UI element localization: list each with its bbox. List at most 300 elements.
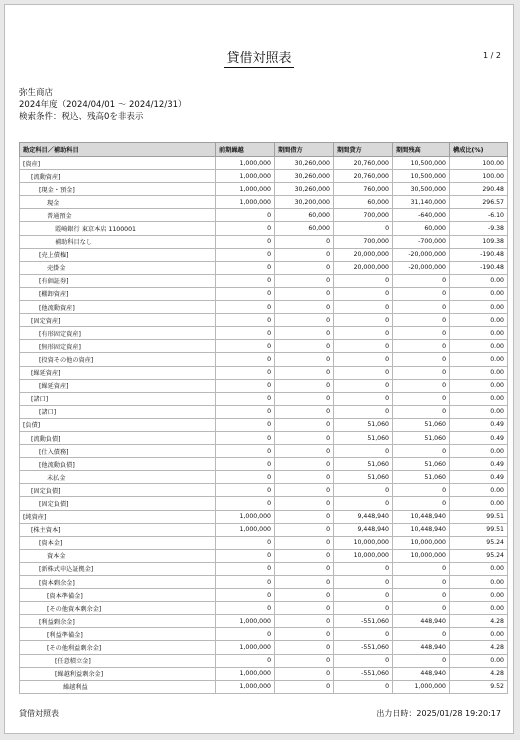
period-credit-cell: 0 bbox=[334, 301, 393, 314]
table-row bbox=[20, 431, 508, 444]
period-balance-cell: 10,000,000 bbox=[393, 549, 450, 562]
opening-balance-cell: 0 bbox=[216, 314, 275, 327]
period-balance-cell: 0 bbox=[393, 589, 450, 602]
opening-balance-cell: 0 bbox=[216, 287, 275, 300]
account-name-cell: [利益剰余金] bbox=[20, 615, 216, 628]
ratio-cell: 95.24 bbox=[450, 549, 508, 562]
period-balance-cell: 0 bbox=[393, 405, 450, 418]
period-credit-cell: -551,060 bbox=[334, 615, 393, 628]
ratio-cell: 0.00 bbox=[450, 287, 508, 300]
ratio-cell: 99.51 bbox=[450, 523, 508, 536]
table-row bbox=[20, 497, 508, 510]
report-meta bbox=[19, 87, 187, 123]
footer-report-name: 貸借対照表 bbox=[19, 709, 59, 718]
opening-balance-cell: 0 bbox=[216, 392, 275, 405]
period-balance-cell: 10,000,000 bbox=[393, 536, 450, 549]
opening-balance-cell: 0 bbox=[216, 353, 275, 366]
period-credit-cell: 0 bbox=[334, 314, 393, 327]
period-credit-cell: 51,060 bbox=[334, 471, 393, 484]
ratio-cell: 0.00 bbox=[450, 562, 508, 575]
ratio-cell: 0.00 bbox=[450, 484, 508, 497]
period-debit-cell: 0 bbox=[275, 471, 334, 484]
period-credit-cell: 0 bbox=[334, 274, 393, 287]
period-debit-cell: 0 bbox=[275, 287, 334, 300]
account-name-cell: [流動資産] bbox=[20, 170, 216, 183]
table-row bbox=[20, 602, 508, 615]
period-balance-cell: 0 bbox=[393, 392, 450, 405]
opening-balance-cell: 0 bbox=[216, 261, 275, 274]
ratio-cell: 0.00 bbox=[450, 366, 508, 379]
period-balance-cell: 10,500,000 bbox=[393, 157, 450, 170]
table-body bbox=[20, 157, 508, 694]
opening-balance-cell: 0 bbox=[216, 484, 275, 497]
period-debit-cell: 0 bbox=[275, 353, 334, 366]
period-debit-cell: 0 bbox=[275, 654, 334, 667]
opening-balance-cell: 0 bbox=[216, 445, 275, 458]
account-name-cell: [現金・預金] bbox=[20, 183, 216, 196]
period-debit-cell: 0 bbox=[275, 602, 334, 615]
period-balance-cell: 51,060 bbox=[393, 418, 450, 431]
period-debit-cell: 0 bbox=[275, 314, 334, 327]
period-debit-cell: 0 bbox=[275, 458, 334, 471]
table-row bbox=[20, 157, 508, 170]
period-balance-cell: 51,060 bbox=[393, 458, 450, 471]
ratio-cell: 0.00 bbox=[450, 602, 508, 615]
account-name-cell: [諸口] bbox=[20, 405, 216, 418]
period-balance-cell: 10,448,940 bbox=[393, 523, 450, 536]
account-name-cell: [利益準備金] bbox=[20, 628, 216, 641]
period-debit-cell: 0 bbox=[275, 576, 334, 589]
period-credit-cell: 60,000 bbox=[334, 196, 393, 209]
period-debit-cell: 60,000 bbox=[275, 209, 334, 222]
ratio-cell: 0.00 bbox=[450, 392, 508, 405]
ratio-cell: 99.51 bbox=[450, 510, 508, 523]
period-balance-cell: 0 bbox=[393, 379, 450, 392]
search-conditions: 検索条件：税込、残高0を非表示 bbox=[19, 112, 144, 122]
account-name-cell: [棚卸資産] bbox=[20, 287, 216, 300]
table-row bbox=[20, 484, 508, 497]
opening-balance-cell: 0 bbox=[216, 497, 275, 510]
account-name-cell: [固定資産] bbox=[20, 314, 216, 327]
account-name-cell: [流動負債] bbox=[20, 431, 216, 444]
period-balance-cell: 60,000 bbox=[393, 222, 450, 235]
period-debit-cell: 0 bbox=[275, 431, 334, 444]
ratio-cell: 95.24 bbox=[450, 536, 508, 549]
account-name-cell: [固定負債] bbox=[20, 484, 216, 497]
ratio-cell: 0.00 bbox=[450, 327, 508, 340]
period-debit-cell: 0 bbox=[275, 327, 334, 340]
ratio-cell: 0.00 bbox=[450, 314, 508, 327]
period-balance-cell: 0 bbox=[393, 353, 450, 366]
period-balance-cell: 0 bbox=[393, 562, 450, 575]
period-credit-cell: 0 bbox=[334, 392, 393, 405]
ratio-cell: -9.38 bbox=[450, 222, 508, 235]
ratio-cell: 4.28 bbox=[450, 615, 508, 628]
period-balance-cell: -700,000 bbox=[393, 235, 450, 248]
period-debit-cell: 0 bbox=[275, 536, 334, 549]
opening-balance-cell: 1,000,000 bbox=[216, 157, 275, 170]
period-balance-cell: 31,140,000 bbox=[393, 196, 450, 209]
opening-balance-cell: 0 bbox=[216, 549, 275, 562]
period-debit-cell: 0 bbox=[275, 261, 334, 274]
table-row bbox=[20, 366, 508, 379]
account-name-cell: [仕入債務] bbox=[20, 445, 216, 458]
table-row bbox=[20, 562, 508, 575]
period-credit-cell: 0 bbox=[334, 589, 393, 602]
account-name-cell: 霞崎銀行 東京本店 1100001 bbox=[20, 222, 216, 235]
opening-balance-cell: 0 bbox=[216, 562, 275, 575]
opening-balance-cell: 0 bbox=[216, 301, 275, 314]
period-debit-cell: 0 bbox=[275, 589, 334, 602]
table-row bbox=[20, 314, 508, 327]
period-debit-cell: 0 bbox=[275, 248, 334, 261]
ratio-cell: 0.00 bbox=[450, 405, 508, 418]
period-credit-cell: 0 bbox=[334, 222, 393, 235]
period-credit-cell: 0 bbox=[334, 576, 393, 589]
report-title bbox=[5, 47, 513, 66]
account-name-cell: [任意積立金] bbox=[20, 654, 216, 667]
period-balance-cell: 0 bbox=[393, 628, 450, 641]
account-name-cell: [その他資本剰余金] bbox=[20, 602, 216, 615]
account-name-cell: [資本金] bbox=[20, 536, 216, 549]
period-balance-cell: 10,500,000 bbox=[393, 170, 450, 183]
table-row bbox=[20, 379, 508, 392]
table-row bbox=[20, 183, 508, 196]
period-credit-cell: 20,000,000 bbox=[334, 248, 393, 261]
period-balance-cell: 448,940 bbox=[393, 615, 450, 628]
period-credit-cell: 51,060 bbox=[334, 431, 393, 444]
ratio-cell: 0.00 bbox=[450, 576, 508, 589]
period-credit-cell: 0 bbox=[334, 602, 393, 615]
period-balance-cell: 1,000,000 bbox=[393, 680, 450, 693]
table-row bbox=[20, 615, 508, 628]
table-row bbox=[20, 576, 508, 589]
opening-balance-cell: 0 bbox=[216, 366, 275, 379]
account-name-cell: [投資その他の資産] bbox=[20, 353, 216, 366]
opening-balance-cell: 1,000,000 bbox=[216, 183, 275, 196]
table-row bbox=[20, 628, 508, 641]
ratio-cell: -190.48 bbox=[450, 261, 508, 274]
ratio-cell: 0.49 bbox=[450, 471, 508, 484]
account-name-cell: 未払金 bbox=[20, 471, 216, 484]
period-credit-cell: 0 bbox=[334, 628, 393, 641]
opening-balance-cell: 0 bbox=[216, 589, 275, 602]
table-row bbox=[20, 680, 508, 693]
period-debit-cell: 60,000 bbox=[275, 222, 334, 235]
ratio-cell: 0.00 bbox=[450, 274, 508, 287]
period-debit-cell: 0 bbox=[275, 366, 334, 379]
opening-balance-cell: 0 bbox=[216, 628, 275, 641]
period-credit-cell: 9,448,940 bbox=[334, 510, 393, 523]
opening-balance-cell: 0 bbox=[216, 405, 275, 418]
ratio-cell: 0.49 bbox=[450, 418, 508, 431]
ratio-cell: 109.38 bbox=[450, 235, 508, 248]
period-credit-cell: 9,448,940 bbox=[334, 523, 393, 536]
period-debit-cell: 0 bbox=[275, 628, 334, 641]
ratio-cell: -190.48 bbox=[450, 248, 508, 261]
table-header-row bbox=[20, 143, 508, 157]
table-row bbox=[20, 353, 508, 366]
opening-balance-cell: 1,000,000 bbox=[216, 170, 275, 183]
account-name-cell: [資本剰余金] bbox=[20, 576, 216, 589]
period-debit-cell: 0 bbox=[275, 549, 334, 562]
account-name-cell: [有価証券] bbox=[20, 274, 216, 287]
period-debit-cell: 0 bbox=[275, 523, 334, 536]
ratio-cell: 0.00 bbox=[450, 654, 508, 667]
column-header-opening: 前期繰越 bbox=[216, 143, 275, 157]
opening-balance-cell: 0 bbox=[216, 327, 275, 340]
opening-balance-cell: 0 bbox=[216, 471, 275, 484]
period-balance-cell: 0 bbox=[393, 327, 450, 340]
table-row bbox=[20, 274, 508, 287]
opening-balance-cell: 0 bbox=[216, 379, 275, 392]
period-credit-cell: 0 bbox=[334, 287, 393, 300]
opening-balance-cell: 0 bbox=[216, 274, 275, 287]
account-name-cell: [新株式申込証拠金] bbox=[20, 562, 216, 575]
ratio-cell: 0.00 bbox=[450, 301, 508, 314]
ratio-cell: 0.49 bbox=[450, 458, 508, 471]
period-debit-cell: 0 bbox=[275, 667, 334, 680]
period-credit-cell: 51,060 bbox=[334, 458, 393, 471]
period-balance-cell: 0 bbox=[393, 301, 450, 314]
table-row bbox=[20, 418, 508, 431]
account-name-cell: [他流動資産] bbox=[20, 301, 216, 314]
table-row bbox=[20, 536, 508, 549]
period-debit-cell: 0 bbox=[275, 510, 334, 523]
ratio-cell: 0.00 bbox=[450, 445, 508, 458]
opening-balance-cell: 0 bbox=[216, 576, 275, 589]
company-name: 弥生商店 bbox=[19, 88, 54, 98]
ratio-cell: 0.00 bbox=[450, 340, 508, 353]
account-name-cell: [繰延資産] bbox=[20, 366, 216, 379]
account-name-cell: [株主資本] bbox=[20, 523, 216, 536]
table-row bbox=[20, 261, 508, 274]
period-balance-cell: 0 bbox=[393, 274, 450, 287]
period-balance-cell: 0 bbox=[393, 314, 450, 327]
period-balance-cell: -20,000,000 bbox=[393, 248, 450, 261]
period-credit-cell: 20,000,000 bbox=[334, 261, 393, 274]
opening-balance-cell: 0 bbox=[216, 340, 275, 353]
opening-balance-cell: 0 bbox=[216, 654, 275, 667]
period-credit-cell: 0 bbox=[334, 366, 393, 379]
report-page bbox=[4, 4, 514, 734]
ratio-cell: 0.49 bbox=[450, 431, 508, 444]
period-credit-cell: 10,000,000 bbox=[334, 536, 393, 549]
table-row bbox=[20, 523, 508, 536]
table-row bbox=[20, 405, 508, 418]
opening-balance-cell: 1,000,000 bbox=[216, 615, 275, 628]
account-name-cell: [有形固定資産] bbox=[20, 327, 216, 340]
table-row bbox=[20, 209, 508, 222]
account-name-cell: [諸口] bbox=[20, 392, 216, 405]
ratio-cell: 100.00 bbox=[450, 170, 508, 183]
ratio-cell: 4.28 bbox=[450, 667, 508, 680]
ratio-cell: 100.00 bbox=[450, 157, 508, 170]
period-balance-cell: 448,940 bbox=[393, 667, 450, 680]
period-debit-cell: 0 bbox=[275, 641, 334, 654]
ratio-cell: 4.28 bbox=[450, 641, 508, 654]
ratio-cell: -6.10 bbox=[450, 209, 508, 222]
period-credit-cell: 0 bbox=[334, 484, 393, 497]
period-credit-cell: 0 bbox=[334, 654, 393, 667]
period-credit-cell: 760,000 bbox=[334, 183, 393, 196]
column-header-ratio: 構成比(%) bbox=[450, 143, 508, 157]
period-debit-cell: 0 bbox=[275, 340, 334, 353]
period-balance-cell: 0 bbox=[393, 497, 450, 510]
period-balance-cell: 0 bbox=[393, 340, 450, 353]
period-credit-cell: 0 bbox=[334, 497, 393, 510]
period-debit-cell: 30,260,000 bbox=[275, 157, 334, 170]
account-name-cell: [純資産] bbox=[20, 510, 216, 523]
period-debit-cell: 0 bbox=[275, 392, 334, 405]
period-balance-cell: 0 bbox=[393, 576, 450, 589]
table-row bbox=[20, 340, 508, 353]
period-balance-cell: 0 bbox=[393, 366, 450, 379]
period-credit-cell: -551,060 bbox=[334, 641, 393, 654]
footer-output-datetime: 出力日時：2025/01/28 19:20:17 bbox=[376, 709, 501, 718]
account-name-cell: [負債] bbox=[20, 418, 216, 431]
table-row bbox=[20, 654, 508, 667]
table-row bbox=[20, 222, 508, 235]
account-name-cell: [繰延資産] bbox=[20, 379, 216, 392]
period-credit-cell: 0 bbox=[334, 680, 393, 693]
period-debit-cell: 0 bbox=[275, 497, 334, 510]
period-credit-cell: 0 bbox=[334, 327, 393, 340]
opening-balance-cell: 0 bbox=[216, 431, 275, 444]
table-row bbox=[20, 445, 508, 458]
period-debit-cell: 0 bbox=[275, 484, 334, 497]
period-debit-cell: 0 bbox=[275, 301, 334, 314]
period-balance-cell: 51,060 bbox=[393, 431, 450, 444]
column-header-account: 勘定科目／補助科目 bbox=[20, 143, 216, 157]
account-name-cell: 売掛金 bbox=[20, 261, 216, 274]
period-credit-cell: 20,760,000 bbox=[334, 157, 393, 170]
column-header-balance: 期間残高 bbox=[393, 143, 450, 157]
period-credit-cell: 20,760,000 bbox=[334, 170, 393, 183]
period-debit-cell: 30,260,000 bbox=[275, 183, 334, 196]
account-name-cell: [その他利益剰余金] bbox=[20, 641, 216, 654]
period-debit-cell: 30,260,000 bbox=[275, 170, 334, 183]
period-credit-cell: 0 bbox=[334, 340, 393, 353]
account-name-cell: [無形固定資産] bbox=[20, 340, 216, 353]
opening-balance-cell: 0 bbox=[216, 248, 275, 261]
account-name-cell: [資産] bbox=[20, 157, 216, 170]
column-header-debit: 期間借方 bbox=[275, 143, 334, 157]
period-debit-cell: 0 bbox=[275, 562, 334, 575]
table-row bbox=[20, 170, 508, 183]
period-debit-cell: 0 bbox=[275, 445, 334, 458]
opening-balance-cell: 1,000,000 bbox=[216, 680, 275, 693]
period-balance-cell: 10,448,940 bbox=[393, 510, 450, 523]
opening-balance-cell: 1,000,000 bbox=[216, 196, 275, 209]
opening-balance-cell: 1,000,000 bbox=[216, 510, 275, 523]
account-name-cell: [繰越利益剰余金] bbox=[20, 667, 216, 680]
period-debit-cell: 30,200,000 bbox=[275, 196, 334, 209]
period-credit-cell: 0 bbox=[334, 379, 393, 392]
fiscal-period: 2024年度（2024/04/01 ～ 2024/12/31） bbox=[19, 100, 187, 110]
account-name-cell: [売上債権] bbox=[20, 248, 216, 261]
period-credit-cell: 700,000 bbox=[334, 235, 393, 248]
period-balance-cell: 0 bbox=[393, 445, 450, 458]
report-title-text: 貸借対照表 bbox=[226, 51, 292, 66]
page-number: 1 / 2 bbox=[483, 51, 501, 60]
period-balance-cell: 30,500,000 bbox=[393, 183, 450, 196]
period-debit-cell: 0 bbox=[275, 274, 334, 287]
opening-balance-cell: 0 bbox=[216, 235, 275, 248]
period-credit-cell: -551,060 bbox=[334, 667, 393, 680]
period-balance-cell: 0 bbox=[393, 484, 450, 497]
balance-sheet-table bbox=[19, 142, 508, 694]
opening-balance-cell: 1,000,000 bbox=[216, 523, 275, 536]
account-name-cell: 現金 bbox=[20, 196, 216, 209]
table-row bbox=[20, 667, 508, 680]
table-row bbox=[20, 196, 508, 209]
period-credit-cell: 51,060 bbox=[334, 418, 393, 431]
period-debit-cell: 0 bbox=[275, 235, 334, 248]
period-balance-cell: -20,000,000 bbox=[393, 261, 450, 274]
table-row bbox=[20, 301, 508, 314]
period-balance-cell: 0 bbox=[393, 654, 450, 667]
account-name-cell: 普通預金 bbox=[20, 209, 216, 222]
ratio-cell: 9.52 bbox=[450, 680, 508, 693]
opening-balance-cell: 0 bbox=[216, 536, 275, 549]
table-row bbox=[20, 510, 508, 523]
period-debit-cell: 0 bbox=[275, 615, 334, 628]
ratio-cell: 0.00 bbox=[450, 589, 508, 602]
account-name-cell: [固定負債] bbox=[20, 497, 216, 510]
opening-balance-cell: 1,000,000 bbox=[216, 641, 275, 654]
ratio-cell: 0.00 bbox=[450, 353, 508, 366]
opening-balance-cell: 0 bbox=[216, 602, 275, 615]
account-name-cell: 補助科目なし bbox=[20, 235, 216, 248]
period-balance-cell: -640,000 bbox=[393, 209, 450, 222]
period-credit-cell: 0 bbox=[334, 353, 393, 366]
period-debit-cell: 0 bbox=[275, 379, 334, 392]
opening-balance-cell: 0 bbox=[216, 458, 275, 471]
account-name-cell: [他流動負債] bbox=[20, 458, 216, 471]
period-credit-cell: 10,000,000 bbox=[334, 549, 393, 562]
table-row bbox=[20, 287, 508, 300]
table-row bbox=[20, 458, 508, 471]
account-name-cell: 繰越利益 bbox=[20, 680, 216, 693]
period-balance-cell: 0 bbox=[393, 287, 450, 300]
ratio-cell: 296.57 bbox=[450, 196, 508, 209]
ratio-cell: 0.00 bbox=[450, 628, 508, 641]
ratio-cell: 0.00 bbox=[450, 379, 508, 392]
period-balance-cell: 448,940 bbox=[393, 641, 450, 654]
opening-balance-cell: 0 bbox=[216, 418, 275, 431]
period-credit-cell: 0 bbox=[334, 562, 393, 575]
ratio-cell: 290.48 bbox=[450, 183, 508, 196]
table-row bbox=[20, 549, 508, 562]
account-name-cell: 資本金 bbox=[20, 549, 216, 562]
period-balance-cell: 0 bbox=[393, 602, 450, 615]
period-credit-cell: 0 bbox=[334, 445, 393, 458]
opening-balance-cell: 0 bbox=[216, 209, 275, 222]
table-row bbox=[20, 589, 508, 602]
period-credit-cell: 700,000 bbox=[334, 209, 393, 222]
table-row bbox=[20, 392, 508, 405]
table-row bbox=[20, 641, 508, 654]
table-row bbox=[20, 471, 508, 484]
ratio-cell: 0.00 bbox=[450, 497, 508, 510]
column-header-credit: 期間貸方 bbox=[334, 143, 393, 157]
opening-balance-cell: 0 bbox=[216, 222, 275, 235]
period-debit-cell: 0 bbox=[275, 680, 334, 693]
table-row bbox=[20, 327, 508, 340]
table-row bbox=[20, 235, 508, 248]
opening-balance-cell: 1,000,000 bbox=[216, 667, 275, 680]
